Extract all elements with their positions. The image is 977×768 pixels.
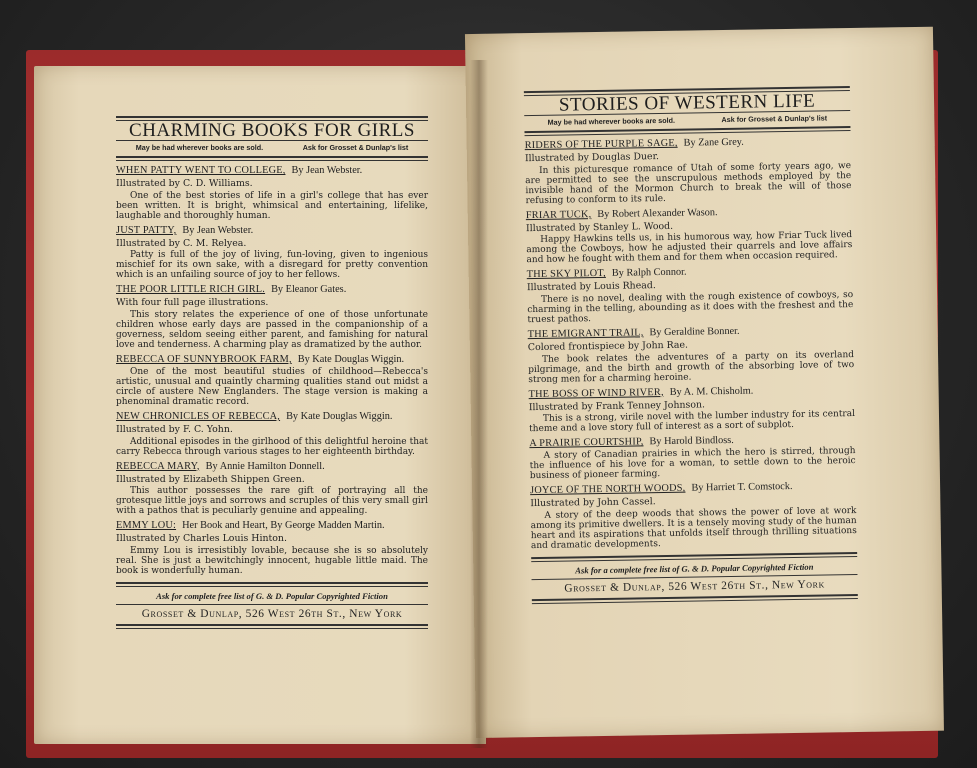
book-entry-heading	[116, 284, 428, 296]
book-entry	[116, 165, 428, 221]
book-entry	[528, 324, 855, 385]
book-illustrator: With four full page illustrations.	[116, 297, 269, 309]
left-page-content	[116, 116, 428, 629]
book-entry	[116, 225, 428, 281]
book-author: By Kate Douglas Wiggin.	[297, 353, 405, 365]
book-description: Emmy Lou is irresistibly lovable, because she is so absolutely real. She is just a bewitchingly innocent, hugable little maid. The book is wonderfully human.	[116, 545, 428, 576]
book-illustrator: Illustrated by Charles Louis Hinton.	[116, 533, 287, 545]
book-author: By Ralph Connor.	[611, 267, 687, 280]
book-entry	[526, 205, 853, 266]
book-description: This story relates the experience of one of those unfortunate children whose early days are passed in the companionship of a governess, seldom seeing either parent, and famishing for natural love and tenderness. A charming play as dramatized by the author.	[116, 309, 428, 350]
foot-rule	[531, 552, 857, 562]
footnote: Ask for a complete free list of G. & D. Popular Copyrighted Fiction	[575, 561, 814, 576]
book-title: WHEN PATTY WENT TO COLLEGE,	[116, 165, 286, 177]
footnote: Ask for complete free list of G. & D. Popular Copyrighted Fiction	[156, 590, 388, 601]
book-author: By Zane Grey.	[683, 136, 744, 149]
bottom-rule	[532, 594, 858, 604]
subhead-right: Ask for Grosset & Dunlap's list	[302, 142, 409, 152]
book-title: RIDERS OF THE PURPLE SAGE,	[524, 137, 678, 152]
book-entry	[116, 284, 428, 350]
book-title: THE POOR LITTLE RICH GIRL.	[116, 284, 266, 296]
subhead-left: May be had wherever books are sold.	[135, 142, 264, 152]
page-heading: CHARMING BOOKS FOR GIRLS	[129, 120, 415, 141]
book-description: A story of the deep woods that shows the power of love at work among its primitive dwellers. It is a tensely moving study of the human heart and its aspirations that unfolds itself through thrilling situations and dramatic developments.	[530, 505, 857, 551]
book-author: By Jean Webster.	[291, 165, 363, 177]
book-author: By Kate Douglas Wiggin.	[286, 410, 393, 422]
book-author: By A. M. Chisholm.	[669, 385, 754, 398]
book-title: JOYCE OF THE NORTH WOODS,	[530, 482, 686, 497]
book-author: By Harriet T. Comstock.	[691, 481, 793, 494]
page-heading: STORIES OF WESTERN LIFE	[558, 90, 816, 116]
book-illustrator: Illustrated by Douglas Duer.	[524, 151, 660, 165]
book-entry-heading	[116, 411, 428, 423]
book-title: A PRAIRIE COURTSHIP,	[529, 436, 644, 450]
book-description: Patty is full of the joy of living, fun-loving, given to ingenious mischief for its own sake, with a disregard for pretty convention which is an unfailing source of joy to her fellows.	[116, 250, 428, 281]
foot-rule-2	[116, 604, 428, 605]
book-entry	[527, 264, 854, 325]
book-description: Additional episodes in the girlhood of this delightful heroine that carry Rebecca through various stages to her eighteenth birthday.	[116, 436, 428, 457]
foot-rule	[116, 582, 428, 587]
subhead-rule	[116, 156, 428, 161]
book-entry	[116, 354, 428, 407]
book-author: By Harold Bindloss.	[649, 435, 734, 448]
book-title: THE BOSS OF WIND RIVER,	[528, 386, 664, 400]
book-illustrator: Colored frontispiece by John Rae.	[527, 339, 689, 354]
book-description: A story of Canadian prairies in which the hero is stirred, through the influence of his love for a woman, to settle down to the heroic business of pioneer farming.	[529, 446, 856, 482]
book-list	[116, 165, 428, 576]
book-illustrator: Illustrated by Elizabeth Shippen Green.	[116, 473, 305, 485]
book-entry	[116, 520, 428, 576]
book-title: THE SKY PILOT,	[526, 268, 606, 281]
subhead-left: May be had wherever books are sold.	[547, 115, 676, 127]
book-entry-heading	[116, 520, 428, 532]
book-illustrator: Illustrated by C. D. Williams.	[116, 178, 253, 190]
book-entry	[530, 480, 857, 551]
book-author: Her Book and Heart, By George Madden Martin.	[182, 520, 385, 532]
publisher-line: Grosset & Dunlap, 526 West 26th St., New York	[141, 608, 403, 621]
right-page	[465, 27, 944, 738]
book-entry	[529, 384, 856, 435]
book-illustrator: Illustrated by C. M. Relyea.	[116, 237, 247, 249]
book-list	[525, 135, 857, 551]
book-description: This author possesses the rare gift of portraying all the grotesque little joys and sorrows and scruples of this very small girl with a pathos that is peculiarly genuine and appealing.	[116, 486, 428, 517]
right-page-content	[524, 86, 858, 604]
book-description: One of the most beautiful studies of childhood—Rebecca's artistic, unusual and quaintly charming qualities stand out midst a circle of austere New Englanders. The stage version is making a phenominal dramatic record.	[116, 366, 428, 407]
book-entry-heading	[116, 461, 428, 473]
book-title: REBECCA MARY,	[116, 460, 200, 472]
left-page	[34, 66, 486, 744]
book-entry-heading	[116, 354, 428, 366]
book-entry	[116, 411, 428, 457]
book-author: By Eleanor Gates.	[271, 284, 347, 296]
book-description: Happy Hawkins tells us, in his humorous way, how Friar Tuck lived among the Cowboys, how he adjusted their quarrels and love affairs and how he fought with them and for them when occasion required.	[526, 230, 853, 266]
book-title: JUST PATTY,	[116, 224, 177, 236]
book-description: In this picturesque romance of Utah of some forty years ago, we are permitted to see the unscrupulous methods employed by the invisible hand of the Mormon Church to break the will of those refusing to conform to its rule.	[525, 160, 852, 206]
book-entry-heading	[116, 225, 428, 237]
publisher-line: Grosset & Dunlap, 526 West 26th St., New York	[564, 578, 826, 595]
subheading	[116, 143, 428, 154]
book-author: By Jean Webster.	[182, 224, 254, 236]
book-author: By Robert Alexander Wason.	[597, 206, 718, 220]
book-description: This is a strong, virile novel with the lumber industry for its central theme and a love story full of interest as a sort of subplot.	[529, 409, 856, 435]
book-entry-heading	[116, 165, 428, 177]
book-title: NEW CHRONICLES OF REBECCA,	[116, 410, 281, 422]
subhead-right: Ask for Grosset & Dunlap's list	[721, 113, 828, 124]
book-title: EMMY LOU:	[116, 520, 177, 532]
book-entry	[529, 433, 856, 481]
book-illustrator: Illustrated by F. C. Yohn.	[116, 423, 233, 435]
book-description: There is no novel, dealing with the rough existence of cowboys, so charming in the telling, abounding as it does with the freshest and the truest pathos.	[527, 289, 854, 326]
book-illustrator: Illustrated by Frank Tenney Johnson.	[528, 398, 706, 413]
book-illustrator: Illustrated by John Cassel.	[530, 496, 656, 510]
book-illustrator: Illustrated by Louis Rhead.	[526, 280, 656, 294]
subhead-rule	[524, 126, 850, 136]
book-entry	[116, 461, 428, 517]
book-illustrator: Illustrated by Stanley L. Wood.	[525, 220, 674, 234]
book-author: By Geraldine Bonner.	[649, 325, 740, 339]
book-title: THE EMIGRANT TRAIL,	[527, 327, 644, 341]
book-gutter	[470, 60, 488, 748]
book-title: FRIAR TUCK,	[525, 208, 592, 221]
bottom-rule	[116, 624, 428, 629]
book-description: The book relates the adventures of a party on its overland pilgrimage, and the birth and growth of the absorbing love of two strong men for a charming heroine.	[528, 349, 855, 385]
book-author: By Annie Hamilton Donnell.	[205, 460, 325, 472]
book-entry	[525, 135, 852, 206]
book-description: One of the best stories of life in a girl's college that has ever been written. It is bright, whimsical and entertaining, lifelike, laughable and thoroughly human.	[116, 190, 428, 221]
book-title: REBECCA OF SUNNYBROOK FARM,	[116, 353, 292, 365]
